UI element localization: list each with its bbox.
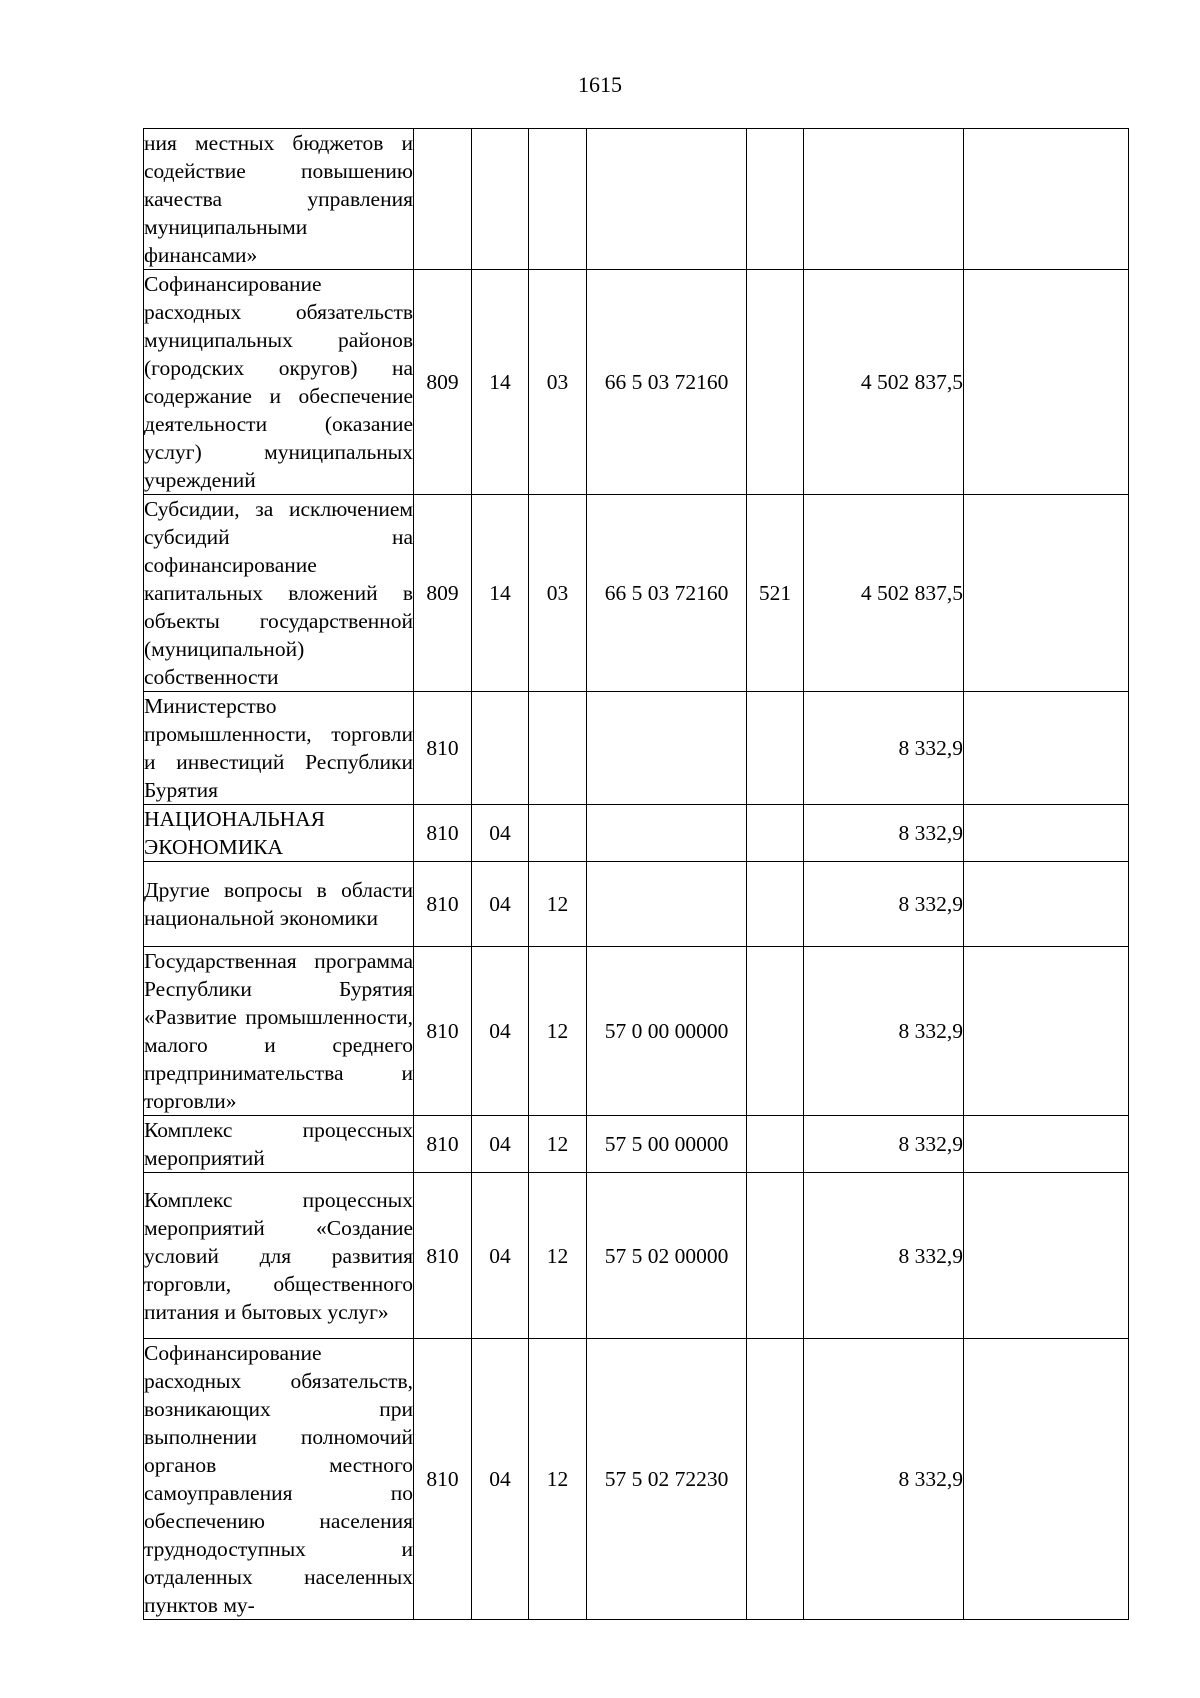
row-expense-type [747, 129, 804, 270]
row-section-code: 04 [472, 947, 529, 1116]
row-target-article: 57 0 00 00000 [587, 947, 747, 1116]
row-extra [964, 862, 1129, 947]
row-extra [964, 1116, 1129, 1173]
row-section-code: 04 [472, 1173, 529, 1339]
row-amount: 8 332,9 [804, 1116, 964, 1173]
row-description-cell [144, 1116, 414, 1173]
row-section-code: 04 [472, 1339, 529, 1620]
row-subsection-code: 12 [529, 1339, 587, 1620]
row-extra [964, 270, 1129, 495]
row-ministry-code: 810 [414, 805, 472, 862]
row-description: ния местных бюджетов и содействие повышению качества управления муниципальными финансами» [144, 131, 413, 267]
row-amount: 8 332,9 [804, 805, 964, 862]
row-extra [964, 495, 1129, 692]
row-amount: 8 332,9 [804, 1173, 964, 1339]
table-row [144, 495, 1129, 692]
row-section-code: 04 [472, 1116, 529, 1173]
row-section-code: 14 [472, 270, 529, 495]
row-amount: 4 502 837,5 [804, 270, 964, 495]
row-description: Министерство промышленности, торговли и инвестиций Республики Бурятия [144, 694, 413, 802]
row-subsection-code [529, 805, 587, 862]
row-description-cell [144, 270, 414, 495]
row-description: Софинансирование расходных обязательств, возникающих при выполнении полномочий органов местного самоуправления по обеспечению населения труднодоступных и отдаленных населенных пунктов му- [144, 1341, 413, 1617]
table-row [144, 1116, 1129, 1173]
row-description: Софинансирование расходных обязательств муниципальных районов (городских округов) на содержание и обеспечение деятельности (оказание услуг) муниципальных учреждений [144, 272, 413, 492]
row-expense-type: 521 [747, 495, 804, 692]
row-description-cell [144, 947, 414, 1116]
row-description-cell [144, 692, 414, 805]
row-ministry-code: 810 [414, 1173, 472, 1339]
row-description: НАЦИОНАЛЬНАЯ ЭКОНОМИКА [144, 807, 326, 859]
table-row [144, 947, 1129, 1116]
row-section-code [472, 129, 529, 270]
row-description-cell [144, 1173, 414, 1339]
row-extra [964, 805, 1129, 862]
row-description: Другие вопросы в области национальной экономики [144, 878, 413, 930]
row-description-cell [144, 805, 414, 862]
row-section-code: 04 [472, 862, 529, 947]
table-row [144, 129, 1129, 270]
row-extra [964, 1173, 1129, 1339]
row-subsection-code: 03 [529, 495, 587, 692]
row-subsection-code [529, 129, 587, 270]
row-amount: 8 332,9 [804, 1339, 964, 1620]
row-expense-type [747, 862, 804, 947]
row-target-article: 66 5 03 72160 [587, 495, 747, 692]
row-target-article: 66 5 03 72160 [587, 270, 747, 495]
row-subsection-code: 12 [529, 1116, 587, 1173]
row-amount: 8 332,9 [804, 692, 964, 805]
row-extra [964, 1339, 1129, 1620]
row-target-article [587, 129, 747, 270]
row-description-cell [144, 1339, 414, 1620]
row-expense-type [747, 270, 804, 495]
row-subsection-code: 12 [529, 862, 587, 947]
row-description: Комплекс процессных мероприятий «Создание условий для развития торговли, общественного питания и бытовых услуг» [144, 1187, 413, 1324]
row-expense-type [747, 805, 804, 862]
row-description-cell [144, 495, 414, 692]
row-ministry-code: 809 [414, 495, 472, 692]
row-ministry-code: 810 [414, 692, 472, 805]
row-description: Государственная программа Республики Бурятия «Развитие промышленности, малого и среднего предпринимательства и торговли» [144, 949, 413, 1113]
row-subsection-code: 12 [529, 947, 587, 1116]
row-ministry-code: 810 [414, 1339, 472, 1620]
row-extra [964, 947, 1129, 1116]
row-expense-type [747, 947, 804, 1116]
table-row [144, 270, 1129, 495]
row-expense-type [747, 1173, 804, 1339]
row-subsection-code: 03 [529, 270, 587, 495]
row-description: Субсидии, за исключением субсидий на софинансирование капитальных вложений в объекты государственной (муниципальной) собственности [144, 497, 413, 689]
row-amount: 4 502 837,5 [804, 495, 964, 692]
row-target-article: 57 5 00 00000 [587, 1116, 747, 1173]
row-target-article: 57 5 02 72230 [587, 1339, 747, 1620]
row-subsection-code: 12 [529, 1173, 587, 1339]
row-ministry-code: 810 [414, 1116, 472, 1173]
row-target-article: 57 5 02 00000 [587, 1173, 747, 1339]
row-section-code [472, 692, 529, 805]
row-section-code: 04 [472, 805, 529, 862]
row-ministry-code: 810 [414, 862, 472, 947]
page-number: 1615 [578, 72, 622, 97]
row-target-article [587, 862, 747, 947]
row-target-article [587, 805, 747, 862]
row-expense-type [747, 1339, 804, 1620]
row-ministry-code: 810 [414, 947, 472, 1116]
row-extra [964, 692, 1129, 805]
row-expense-type [747, 692, 804, 805]
row-extra [964, 129, 1129, 270]
row-expense-type [747, 1116, 804, 1173]
row-amount: 8 332,9 [804, 947, 964, 1116]
row-description: Комплекс процессных мероприятий [144, 1118, 413, 1170]
row-ministry-code: 809 [414, 270, 472, 495]
row-description-cell [144, 862, 414, 947]
row-subsection-code [529, 692, 587, 805]
row-ministry-code [414, 129, 472, 270]
row-target-article [587, 692, 747, 805]
table-row [144, 862, 1129, 947]
budget-table [143, 128, 1129, 1620]
row-description-cell [144, 129, 414, 270]
table-row [144, 692, 1129, 805]
table-row [144, 1173, 1129, 1339]
row-amount [804, 129, 964, 270]
row-section-code: 14 [472, 495, 529, 692]
table-row [144, 1339, 1129, 1620]
row-amount: 8 332,9 [804, 862, 964, 947]
table-row [144, 805, 1129, 862]
